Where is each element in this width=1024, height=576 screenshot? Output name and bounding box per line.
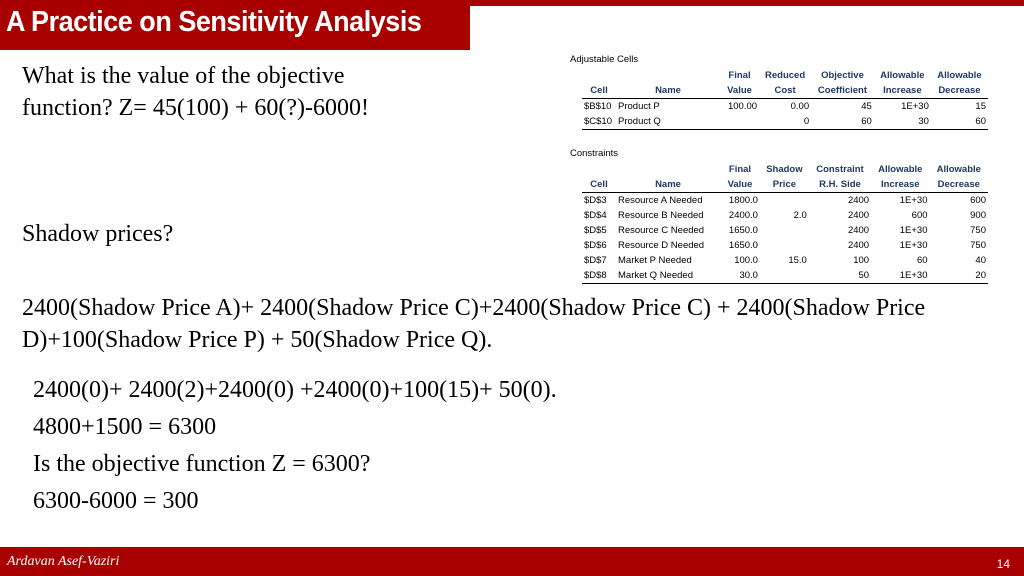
calculation-steps	[33, 372, 557, 520]
final-value	[720, 114, 759, 130]
allowable-decrease: 750	[970, 225, 986, 236]
cell-ref: $D$8	[582, 268, 616, 284]
allowable-increase: 1E+30	[901, 101, 929, 112]
allowable-increase: 30	[874, 114, 931, 130]
cell-name: Product Q	[616, 114, 720, 130]
table-row	[582, 238, 988, 253]
shadow-price	[760, 268, 809, 284]
final-value: 1650.0	[728, 240, 758, 251]
header-cell	[582, 68, 616, 83]
allowable-decrease: 750	[970, 240, 986, 251]
title-box	[0, 0, 470, 50]
allowable-decrease: 60	[931, 114, 988, 130]
final-value: 1800.0	[728, 195, 758, 206]
reduced-cost: 0	[759, 114, 811, 130]
author-name: Ardavan Asef-Vaziri	[7, 554, 120, 569]
cell-name: Market P Needed	[618, 255, 692, 266]
header-cell: Increase	[871, 177, 929, 193]
shadow-price-question: Shadow prices?	[22, 221, 174, 247]
allowable-decrease: 20	[930, 268, 988, 284]
shadow-price	[760, 223, 809, 238]
calculation-line: 2400(0)+ 2400(2)+2400(0) +2400(0)+100(15)+ 50(0).	[33, 377, 557, 403]
cell-name: Resource D Needed	[618, 240, 705, 251]
adjustable-header-top	[582, 68, 988, 83]
cell-ref: $D$3	[584, 195, 607, 206]
table-row	[582, 114, 988, 130]
calculation-line: 4800+1500 = 6300	[33, 414, 217, 440]
header-cell: Final	[728, 164, 752, 175]
header-cell: Name	[616, 83, 720, 99]
table-row	[582, 99, 988, 115]
shadow-price: 15.0	[788, 255, 807, 266]
header-cell	[582, 162, 616, 177]
constraints-header-bottom	[582, 177, 988, 193]
header-cell: Final	[728, 70, 751, 81]
header-cell: Value	[720, 83, 759, 99]
header-cell	[616, 68, 720, 83]
allowable-decrease: 40	[975, 255, 986, 266]
constraints-header-top	[582, 162, 988, 177]
final-value: 30.0	[720, 268, 760, 284]
allowable-increase: 1E+30	[899, 240, 928, 251]
objective-coefficient: 60	[811, 114, 874, 130]
header-cell: Shadow	[766, 164, 803, 175]
allowable-increase: 1E+30	[871, 268, 929, 284]
constraint-rhs: 100	[853, 255, 870, 266]
header-cell: Cell	[582, 177, 616, 193]
calculation-line: 6300-6000 = 300	[33, 488, 199, 514]
cell-ref: $D$5	[584, 225, 607, 236]
table-row	[582, 268, 988, 284]
shadow-price-equation: 2400(Shadow Price A)+ 2400(Shadow Price C)+2400(Shadow Price C) + 2400(Shadow Price D)+100(Shadow Price P) + 50(Shadow Price Q).	[22, 295, 926, 353]
header-cell: Allowable	[936, 164, 981, 175]
header-cell: Price	[760, 177, 809, 193]
header-cell: Cell	[582, 83, 616, 99]
header-cell: Objective	[821, 70, 864, 81]
cell-name: Resource A Needed	[618, 195, 703, 206]
cell-ref: $B$10	[584, 101, 612, 112]
adjustable-cells-table	[582, 68, 988, 130]
objective-question-line-2: function? Z= 45(100) + 60(?)-6000!	[22, 95, 369, 121]
table-row	[582, 208, 988, 223]
header-cell: Allowable	[937, 70, 982, 81]
constraint-rhs: 2400	[847, 210, 870, 221]
header-cell: Constraint	[816, 164, 864, 175]
final-value: 1650.0	[728, 225, 758, 236]
cell-ref: $D$7	[584, 255, 607, 266]
table-row	[582, 253, 988, 268]
shadow-price	[760, 238, 809, 253]
header-cell: Allowable	[880, 70, 925, 81]
final-value: 100.00	[727, 101, 758, 112]
slide-title: A Practice on Sensitivity Analysis	[6, 6, 422, 38]
header-cell: Increase	[874, 83, 931, 99]
cell-ref: $C$10	[582, 114, 616, 130]
cell-name: Product P	[618, 101, 660, 112]
shadow-price: 2.0	[793, 210, 807, 221]
allowable-decrease: 15	[975, 101, 986, 112]
objective-coefficient: 45	[861, 101, 872, 112]
adjustable-cells-title: Adjustable Cells	[570, 54, 639, 65]
header-cell: Reduced	[765, 70, 806, 81]
reduced-cost: 0.00	[790, 101, 810, 112]
cell-name: Resource C Needed	[618, 225, 705, 236]
constraint-rhs: 2400	[847, 225, 870, 236]
cell-name: Resource B Needed	[618, 210, 704, 221]
title-accent-strip	[470, 0, 1024, 6]
final-value: 2400.0	[728, 210, 758, 221]
allowable-increase: 1E+30	[899, 195, 928, 206]
cell-name: Market Q Needed	[616, 268, 720, 284]
allowable-increase: 600	[911, 210, 928, 221]
header-cell: Decrease	[930, 177, 988, 193]
table-row	[582, 223, 988, 238]
objective-question-line-1: What is the value of the objective	[22, 63, 345, 89]
constraints-table	[582, 162, 988, 284]
final-value: 100.0	[734, 255, 758, 266]
cell-ref: $D$6	[584, 240, 607, 251]
allowable-increase: 1E+30	[899, 225, 928, 236]
constraint-rhs: 2400	[847, 240, 870, 251]
header-cell: Cost	[759, 83, 811, 99]
allowable-increase: 60	[916, 255, 928, 266]
header-cell: Value	[720, 177, 760, 193]
sensitivity-report	[570, 52, 990, 284]
table-row	[582, 193, 988, 209]
constraint-rhs: 2400	[847, 195, 870, 206]
header-cell: Decrease	[931, 83, 988, 99]
adjustable-header-bottom	[582, 83, 988, 99]
cell-ref: $D$4	[584, 210, 607, 221]
objective-question	[22, 60, 369, 124]
calculation-line: Is the objective function Z = 6300?	[33, 451, 371, 477]
header-cell	[616, 162, 720, 177]
header-cell: Coefficient	[811, 83, 874, 99]
shadow-price	[760, 193, 809, 209]
header-cell: R.H. Side	[809, 177, 871, 193]
header-cell: Name	[616, 177, 720, 193]
allowable-decrease: 900	[970, 210, 986, 221]
constraints-title: Constraints	[570, 148, 619, 159]
allowable-decrease: 600	[970, 195, 986, 206]
title-bar	[0, 0, 1024, 50]
constraint-rhs: 50	[809, 268, 871, 284]
page-number: 14	[996, 557, 1010, 571]
header-cell: Allowable	[878, 164, 923, 175]
footer-bar	[0, 547, 1024, 576]
